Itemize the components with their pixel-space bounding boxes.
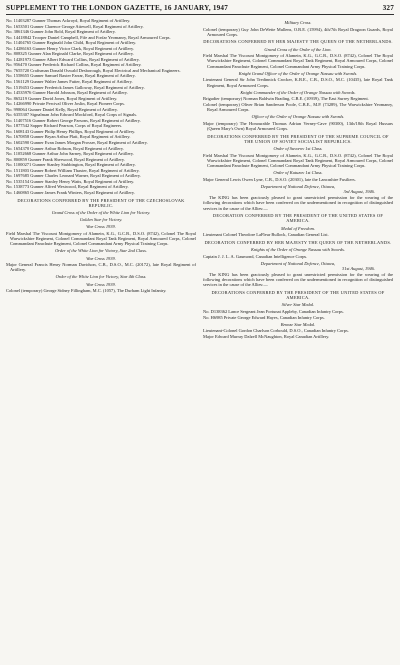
gazette-entry: No. 1653501 Gunner Clarence George Attewell, Royal Regiment of Artillery. — [6, 23, 144, 29]
notice-paragraph: The KING has been graciously pleased to grant unrestricted permission for the wearing of the following decorations which have been conferred on the undermentioned in recognition of distinguished services in the cause of the Allies:— — [203, 272, 393, 288]
right-column — [203, 18, 393, 340]
dateline: 3rd August, 1946. — [343, 189, 375, 195]
gazette-entry: Field Marshal The Viscount Montgomery of Alamein, K.G., G.C.B., D.S.O. (8742), Colonel The Royal Warwickshire Regiment, Colonel Commandant Royal Tank Regiment, Royal Armoured Corps, Colonel Commandant Parachute Regiment, Colonel Commandant Army Physical Training Corps. — [203, 152, 393, 168]
section-title: DECORATIONS CONFERRED BY THE PRESIDENT OF THE CZECHOSLOVAK REPUBLIC. — [17, 197, 185, 208]
section-title: DECORATIONS CONFERRED BY THE PRESIDENT OF THE UNITED STATES OF AMERICA. — [211, 290, 385, 301]
gazette-entry: Lieutenant-Colonel Gordon Charlson Corbould, D.S.O., Canadian Infantry Corps. — [203, 328, 349, 334]
gazette-entry: Major General Lewis Owen Lyne, C.B., D.S.O. (20301), late the Lancashire Fusiliers. — [203, 176, 356, 182]
left-column — [6, 18, 196, 340]
gazette-entry: No. 1877542 Sapper Richard Pearson, Corps of Royal Engineers. — [6, 123, 123, 129]
award-heading: Officer of the Order of Orange Nassau with Swords. — [251, 114, 345, 120]
gazette-entry: Brigadier (temporary) Norman Baldwin Brading, C.B.E. (10939), The East Surrey Regiment. — [203, 96, 369, 102]
section-title: DECORATION CONFERRED BY HER MAJESTY THE QUEEN OF THE NETHERLANDS. — [204, 239, 392, 245]
dateline: Department of National Defence, Ottawa, — [260, 183, 336, 189]
page-number: 327 — [382, 4, 394, 12]
gazette-entry: No. 1697685 Gunner Charles Leonard Warner, Royal Regiment of Artillery. — [6, 173, 141, 179]
award-heading: Knight Commander of the Order of Orange Nassau with Swords. — [240, 89, 356, 95]
award-heading: War Cross 1939. — [86, 224, 116, 230]
page-header — [6, 4, 394, 15]
award-heading: Medal of Freedom. — [281, 225, 315, 231]
award-heading: Silver Star Medal. — [281, 302, 315, 308]
gazette-entry: No. 998064 Gunner Daniel Kelly, Royal Regiment of Artillery. — [6, 106, 118, 112]
gazette-entry: No. 1535154 Gunner Stanley Henry Watts, Royal Regiment of Artillery. — [6, 178, 135, 184]
gazette-entry: No. 11404765 Gunner Reginald John Child, Royal Regiment of Artillery. — [6, 40, 137, 46]
gazette-entry: No. 7655720 Craftsman Donald Oswald Desborough, Royal Electrical and Mechanical Engineers. — [6, 67, 181, 73]
gazette-entry: No. 1608143 Gunner Philip Henry Phillips, Royal Regiment of Artillery. — [6, 128, 136, 134]
gazette-entry: Colonel (temporary) Guy John DeWette Mullens, O.B.E. (15994), 4th/7th Royal Dragoon Guards, Royal Armoured Corps. — [203, 26, 393, 37]
gazette-entry: No. 14281973 Gunner Albert Edward Collins, Royal Regiment of Artillery. — [6, 56, 140, 62]
award-heading: Grand Cross of the Order of the Lion. — [264, 46, 332, 52]
gazette-entry: Field Marshal The Viscount Montgomery of Alamein, K.G., G.C.B., D.S.O. (8742), Colonel The Royal Warwickshire Regiment, Colonel Commandant Royal Tank Regiment, Royal Armoured Corps, Colonel Commandant Parachute Regiment, Colonel Commandant Army Physical Training Corps. — [6, 230, 196, 247]
section-title: DECORATIONS CONFERRED BY HER MAJESTY THE QUEEN OF THE NETHERLANDS. — [203, 39, 393, 45]
gazette-entry: No. 1558655 Gunner Samuel Baxter Farrar, Royal Regiment of Artillery. — [6, 73, 136, 79]
gazette-entry: Captain J. J. L. A. Gaumond, Canadian Intelligence Corps. — [203, 253, 308, 259]
award-heading: Knights of the Order of Orange Nassau with Swords. — [251, 247, 345, 253]
gazette-entry: Lieutenant Colonel Theodore LaFleur Bullock, Canadian General List. — [203, 232, 329, 238]
gazette-entry: No. 11052668 Gunner Arthur John Sarney, Royal Regiment of Artillery. — [6, 151, 134, 157]
award-heading: Order of the White Lion for Victory, Star 2nd Class. — [55, 248, 147, 254]
gazette-entry: No. 14535976 Gunner Harold Johnson, Royal Regiment of Artillery. — [6, 90, 128, 96]
award-heading: Order of the White Lion for Victory, Star 4th Class. — [55, 274, 147, 280]
gazette-entry: No. D138362 Lance Sergeant Jean Fortunat Appleby, Canadian Infantry Corps. — [203, 309, 344, 315]
gazette-entry: No. 11000271 Gunner Stanley Stubbington, Royal Regiment of Artillery. — [6, 162, 136, 168]
section-title: DECORATION CONFERRED BY THE PRESIDENT OF THE UNITED STATES OF AMERICA. — [212, 213, 384, 224]
award-heading: Golden Star for Victory. — [79, 217, 123, 223]
gazette-entry: No. 1561129 Gunner Walter James Futter, Royal Regiment of Artillery. — [6, 79, 133, 85]
gazette-entry: No. 1519453 Gunner Frederick James Galloway, Royal Regiment of Artillery. — [6, 84, 145, 90]
gazette-entry: No. 3861346 Gunner John Bold, Royal Regiment of Artillery. — [6, 29, 116, 35]
gazette-entry: Major (temporary) The Honourable Thomas Adrian Verney-Cave (90300), 13th/18th Royal Hussars (Queen Mary's Own) Royal Armoured Corps. — [203, 120, 393, 132]
gazette-entry: No. 865219 Gunner David Jones, Royal Regiment of Artillery. — [6, 95, 118, 101]
gazette-entry: No. 1511803 Gunner Robert William Thaxter, Royal Regiment of Artillery. — [6, 167, 140, 173]
gazette-entry: Colonel (temporary) George Sidney Fillingham, M.C. (1057), The Durham Light Infantry. — [6, 288, 167, 294]
award-heading: War Cross 1939. — [86, 281, 116, 287]
dateline: Department of National Defence, Ottawa, — [260, 260, 336, 266]
award-heading: Grand Cross of the Order of the White Lion for Victory. — [51, 209, 151, 215]
section-title: DECORATIONS CONFERRED BY THE PRESIDENT OF THE SUPREME COUNCIL OF THE UNION OF SOVIET SOCIALIST REPUBLICS. — [207, 133, 389, 144]
gazette-entry: No. H6985 Private George Edward Hayes, Canadian Infantry Corps. — [203, 314, 325, 320]
text-columns — [6, 18, 394, 340]
award-heading: Order of Kutuzov 1st Class. — [273, 170, 323, 176]
notice-paragraph: The KING has been graciously pleased to grant unrestricted permission for the wearing of the following decorations which have been conferred on the undermentioned in recognition of distinguished services in the cause of the Allies:— — [203, 195, 393, 211]
gazette-entry: Major Edward Murray Dalzell McNaughton, Royal Canadian Artillery. — [203, 333, 330, 339]
gazette-entry: No. 6355307 Signalman John Edward Mockford, Royal Corps of Signals. — [6, 112, 138, 118]
award-heading: Knight Grand Officer of the Order of Orange Nassau with Swords. — [238, 70, 358, 76]
gazette-entry: No. 1602590 Gunner Evan James Morgan Prosser, Royal Regiment of Artillery. — [6, 140, 148, 146]
gazette-entry: Lieutenant General Sir John Tredinnick Crocker, K.B.E., C.B., D.S.O., M.C. (10435), late Royal Tank Regiment, Royal Armoured Corps. — [203, 77, 393, 88]
gazette-entry: Colonel (temporary) Oliver Brian Sanderson Poole, C.B.E., M.P. (73289), The Warwickshire Yeomanry, Royal Armoured Corps. — [203, 101, 393, 113]
dateline: 31st August, 1946. — [342, 265, 375, 271]
gazette-entry: No. 11403287 Gunner Thomas Ackroyd, Royal Regiment of Artillery. — [6, 18, 131, 23]
gazette-entry: No. 1654370 Gunner Arthur Robson, Royal Regiment of Artillery. — [6, 145, 124, 151]
gazette-entry: No. 1538773 Gunner Alfred Westwood, Royal Regiment of Artillery. — [6, 184, 129, 190]
gazette-entry: No. 14418842 Trooper Daniel Campbell, Fife and Forfar Yeomanry, Royal Armoured Corps. — [6, 34, 171, 40]
gazette-entry: Field Marshal The Viscount Montgomery of Alamein, K.G., G.C.B., D.S.O. (8742), Colonel The Royal Warwickshire Regiment, Colonel Commandant Royal Tank Regiment, Royal Armoured Corps, Colonel Commandant Parachute Regiment, Colonel Commandant Army Physical Training Corps. — [203, 53, 393, 69]
award-heading: War Cross 1939. — [86, 255, 116, 261]
gazette-entry: No. 14266990 Private Percival Oliver Joslin, Royal Pioneer Corps. — [6, 101, 125, 107]
award-heading: Military Cross. — [284, 20, 312, 25]
gazette-entry: Major General Francis Henry Norman Davidson, C.B., D.S.O., M.C. (20172), late Royal Regiment of Artillery. — [6, 262, 196, 273]
gazette-entry: No. 1670858 Gunner Bryan Arthur Platt, Royal Regiment of Artillery. — [6, 134, 131, 140]
gazette-entry: No. 11407516 Gunner Robert George Parsons, Royal Regiment of Artillery. — [6, 117, 141, 123]
gazette-entry: No. 1460865 Gunner James Frank Winters, Royal Regiment of Artillery. — [6, 189, 135, 195]
gazette-entry: No. 800859 Gunner Frank Sherwood, Royal Regiment of Artillery. — [6, 156, 125, 162]
award-heading: Bronze Star Medal. — [280, 321, 316, 327]
award-heading: Order of Suvorov 1st Class. — [273, 146, 323, 152]
gazette-title: SUPPLEMENT TO THE LONDON GAZETTE, 16 JANUARY, 1947 — [6, 4, 229, 12]
gazette-entry: No. 956470 Gunner Frederick Richard Collins, Royal Regiment of Artillery. — [6, 62, 142, 68]
gazette-entry: No. 808325 Gunner Alan Reginald Clarke, Royal Regiment of Artillery. — [6, 51, 134, 57]
gazette-entry: No. 14286163 Gunner Henry Victor Clark, Royal Regiment of Artillery. — [6, 45, 135, 51]
